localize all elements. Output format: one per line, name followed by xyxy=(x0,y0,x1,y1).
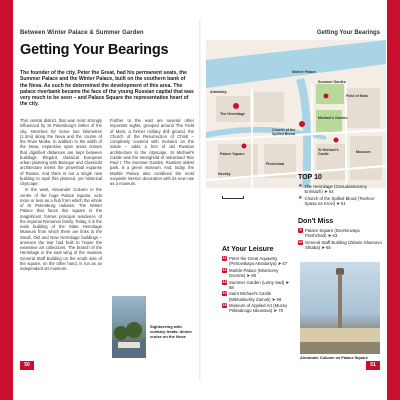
castle-marker xyxy=(334,138,339,143)
body-paragraph: In the west, Alexander Column in the centre of the huge Palace Square, acts more or less as a hub from which the whole of St Petersburg radiates. The Winter Palace that faces this square is the magnificent former principal residence of the imperial Romanov family. Today, it is the main building of the State Hermitage Museum from which there are links to the Small, Old and New Hermitage buildings – annexes the tsar had built to house the extensive art collections. The branch of the Hermitage in the east wing of the massive General Staff Building on the south side of the square, on the other hand, is run as an independent art museum. xyxy=(20,187,102,271)
list-item xyxy=(298,184,382,195)
number-badge: 13 xyxy=(222,279,227,284)
number-badge: 9 xyxy=(299,228,302,232)
map-label-michaels-garden: Michael's Garden xyxy=(318,116,348,120)
alexander-column-photo xyxy=(300,262,380,354)
list-item xyxy=(222,280,294,291)
number-badge: 15 xyxy=(222,303,227,308)
map-label-hermitage: The Hermitage xyxy=(220,112,245,116)
page-title: Getting Your Bearings xyxy=(20,42,169,58)
list-item-text: Saint Michael's Castle (Mikhailovsky Zamok) ➤ 69 xyxy=(229,291,282,302)
number-badge: 14 xyxy=(222,291,227,296)
neva-river xyxy=(206,40,386,88)
map-label-church: Church of the Spilled Blood xyxy=(272,128,296,137)
page-number-right: 51 xyxy=(366,361,380,370)
list-item xyxy=(222,268,294,279)
dont-miss-heading: Don't Miss xyxy=(298,218,334,225)
body-paragraph: Further to the east are several other important sights, grouped around The Field of Mars, a former military drill ground, the Church of the Resurrection of Christ – completely covered with mosaics on the inside – adds a hint of old Russian architecture to the cityscape. St Michael's Castle was the stronghold of ostracised Tsar Paul I. The Summer Garden, Russia's oldest park, is a green museum. And, today, the Marble Palace also combines the most exquisite interior decoration with its new use as a museum. xyxy=(110,118,194,186)
list-item-text: The Hermitage (Gosudarstvenny Ermitazh) ➤ 54 xyxy=(304,184,367,195)
map-scale-bar xyxy=(222,196,244,199)
list-item xyxy=(222,291,294,302)
top10-list xyxy=(298,184,382,208)
lede-paragraph: The founder of the city, Peter the Great, had his permanent seats, the Summer Palace and the Winter Palace, built on the southern bank of the Neva. As such he determined the development of this area. The palace riverbank became the face of the young Russian capital that was very much to be seen – and Palace Square the representative heart of the city. xyxy=(20,70,194,108)
number-badge: 10 xyxy=(298,239,303,244)
list-item-text: Marble Palace (Mramorny Dvorets) ➤ 68 xyxy=(229,267,279,279)
map-label-museum: Museum xyxy=(356,150,371,154)
leisure-list xyxy=(222,256,294,315)
area-map xyxy=(206,40,386,188)
list-item xyxy=(222,303,294,314)
right-page-edge-bar xyxy=(387,0,400,400)
page-number-left: 50 xyxy=(20,361,34,370)
list-item-text: Museum of Applied Art (Muzey Prikladnogo Iskusstva) ➤ 70 xyxy=(229,303,288,314)
palace-square-marker xyxy=(242,144,247,149)
list-item xyxy=(222,256,294,267)
photo-caption-left: Sightseeing with culinary treats: dinner cruise on the Neva xyxy=(150,324,193,339)
map-label-admiralty: Admiralty xyxy=(210,90,227,94)
page-gutter xyxy=(199,20,201,380)
map-label-ploshchad: Ploshchad xyxy=(266,162,285,166)
map-label-summer-garden: Summer Garden xyxy=(318,80,346,84)
list-item-text: Palace Square (Dvortsovaya Ploshchad) ➤ 63 xyxy=(305,228,360,239)
photo-caption-right: Alexander Column on Palace Square xyxy=(300,355,368,360)
map-label-nevsky: Nevsky xyxy=(218,172,231,176)
list-item-text: Church of the Spilled Blood (Tserkov' Spasa na Krovi) ➤ 61 xyxy=(304,195,375,207)
number-badge: 12 xyxy=(222,267,227,272)
list-item xyxy=(298,240,382,251)
left-page-edge-bar xyxy=(0,0,13,400)
map-label-castle: St Michael's Castle xyxy=(318,148,339,157)
dont-miss-list xyxy=(298,228,382,252)
map-label-marble-palace: Marble Palace xyxy=(292,70,316,74)
map-label-field-of-mars: Field of Mars xyxy=(346,94,369,98)
michaels-garden-park xyxy=(316,110,342,132)
running-head-right: Getting Your Bearings xyxy=(316,30,380,36)
list-item-text: Peter the Great Aquavitry (Petrovskaya Akvatoriya) ➤ 67 xyxy=(229,256,288,267)
summer-garden-park xyxy=(316,84,344,104)
number-badge: 11 xyxy=(222,256,227,260)
map-label-palace-square: Palace Square xyxy=(220,152,245,156)
body-paragraph: This central district, that was most strongly influenced by St Petersburg's father of the city, stretches for some two kilometres (1.2mi) along the Neva and the course of the River Moika. In addition to the width of the Neva, expansive open areas ensure that dignified distances are kept between buildings. Elegant, classical European urban planning with Baroque and Classicist architecture meets the proverbial expanse of Russia. And there is not a single new building to spoil this planned, yet historical cityscape. xyxy=(20,118,102,186)
list-item xyxy=(298,196,382,207)
top10-heading: TOP 10 xyxy=(298,174,322,181)
summer-garden-marker xyxy=(324,94,329,99)
body-column-2 xyxy=(110,118,194,187)
body-column-1 xyxy=(20,118,102,272)
leisure-heading: At Your Leisure xyxy=(222,246,274,253)
list-item-text: Summer Garden (Letny Sad) ➤ 68 xyxy=(229,279,289,290)
dinner-cruise-photo xyxy=(112,296,146,358)
church-marker xyxy=(299,121,305,127)
star-icon: ★ xyxy=(298,183,303,189)
list-item-text: General Staff Building (Zdanie Glavnovo Shtaba) ➤ 65 xyxy=(305,239,382,251)
list-item xyxy=(298,228,382,239)
hermitage-marker xyxy=(233,103,239,109)
running-head-left: Between Winter Palace & Summer Garden xyxy=(20,30,144,36)
star-icon: ★ xyxy=(298,194,303,201)
